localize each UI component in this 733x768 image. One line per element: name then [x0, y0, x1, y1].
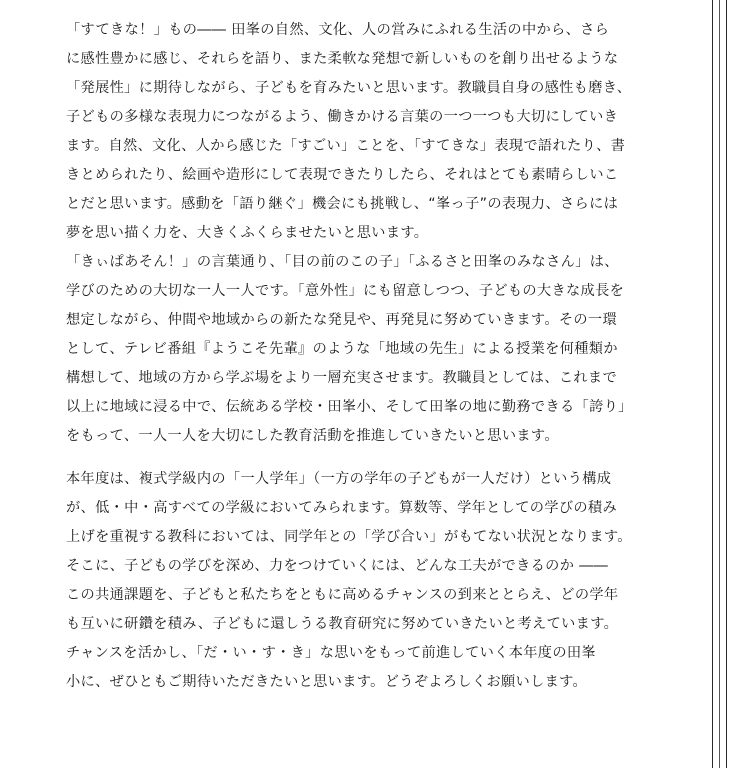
text-line: そこに、子どもの学びを深め、力をつけていくには、どんな工夫ができるのか ――	[66, 558, 609, 574]
text-line: も互いに研鑽を積み、子どもに還しうる教育研究に努めていきたいと考えています。	[66, 616, 619, 632]
paragraph-1	[66, 16, 706, 248]
paragraph-4	[66, 639, 706, 697]
text-line: 小に、ぜひともご期待いただきたいと思います。どうぞよろしくお願いします。	[66, 674, 588, 690]
text-line: が、低・中・高すべての学級においてみられます。算数等、学年としての学びの積み	[66, 500, 618, 516]
text-line: この共通課題を、子どもと私たちをともに高めるチャンスの到来ととらえ、どの学年	[66, 587, 619, 603]
paragraph-gap	[66, 451, 706, 465]
page-edge-line	[719, 0, 720, 768]
page-edge-line	[726, 0, 727, 768]
body-text	[66, 16, 706, 697]
text-line: ます。自然、文化、人から感じた「すごい」ことを、「すてきな」表現で語れたり、書	[66, 138, 626, 154]
paragraph-3	[66, 465, 706, 639]
text-line: チャンスを活かし、「だ・い・す・き」な思いをもって前進していく本年度の田峯	[66, 645, 596, 661]
text-line: とだと思います。感動を「語り継ぐ」機会にも挑戦し、“峯っ子”の表現力、さらには	[66, 196, 619, 212]
text-line: 「きぃぱあそん！」の言葉通り、「目の前のこの子」「ふるさと田峯のみなさん」は、	[66, 254, 619, 270]
text-line: 本年度は、複式学級内の「一人学年」（一方の学年の子どもが一人だけ）という構成	[66, 471, 612, 487]
paragraph-2	[66, 248, 706, 451]
text-line: 「発展性」に期待しながら、子どもを育みたいと思います。教職員自身の感性も磨き、	[66, 80, 632, 96]
text-line: きとめられたり、絵画や造形にして表現できたりしたら、それはとても素晴らしいこ	[66, 167, 619, 183]
text-line: 構想して、地域の方から学ぶ場をより一層充実させます。教職員としては、これまで	[66, 370, 618, 386]
text-line: 「すてきな！」もの―― 田峯の自然、文化、人の営みにふれる生活の中から、さら	[66, 22, 610, 38]
text-line: 以上に地域に浸る中で、伝統ある学校・田峯小、そして田峯の地に勤務できる「誇り」	[66, 399, 633, 415]
text-line: 想定しながら、仲間や地域からの新たな発見や、再発見に努めていきます。その一環	[66, 312, 618, 328]
text-line: 学びのための大切な一人一人です。「意外性」にも留意しつつ、子どもの大きな成長を	[66, 283, 625, 299]
text-line: をもって、一人一人を大切にした教育活動を推進していきたいと思います。	[66, 428, 559, 444]
text-line: として、テレビ番組『ようこそ先輩』のような「地域の先生」による授業を何種類か	[66, 341, 618, 357]
text-line: 夢を思い描く力を、大きくふくらませたいと思います。	[66, 225, 429, 241]
page-edge-line	[712, 0, 713, 768]
text-line: 子どもの多様な表現力につながるよう、働きかける言葉の一つ一つも大切にしていき	[66, 109, 619, 125]
text-line: 上げを重視する教科においては、同学年との「学び合い」がもてない状況となります。	[66, 529, 632, 545]
text-line: に感性豊かに感じ、それらを語り、また柔軟な発想で新しいものを創り出せるような	[66, 51, 619, 67]
